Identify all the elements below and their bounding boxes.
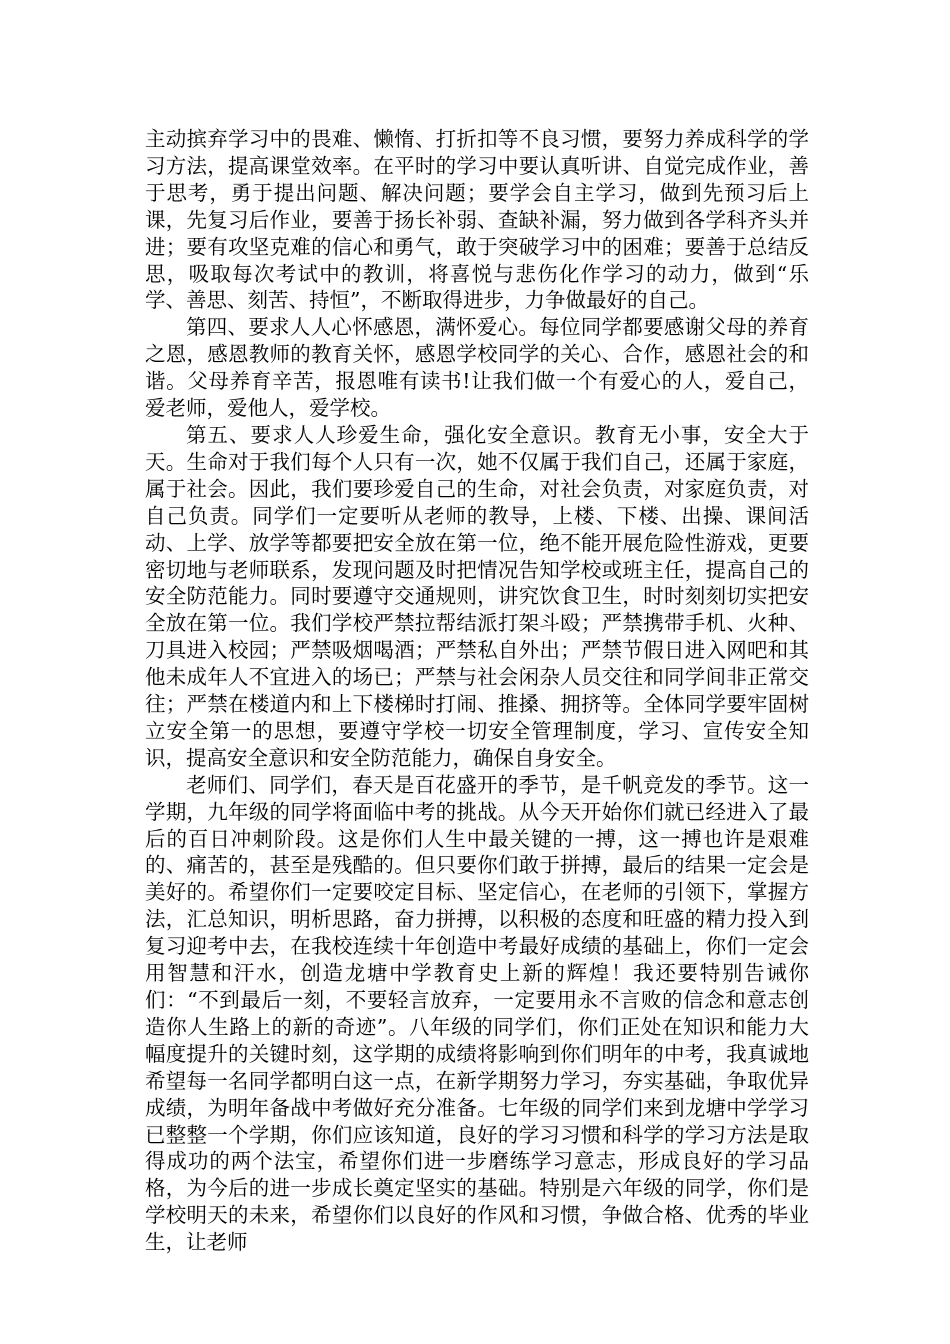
paragraph-continuation: 主动摈弃学习中的畏难、懒惰、打折扣等不良习惯，要努力养成科学的学习方法，提高课堂效率。在平时的学习中要认真听讲、自觉完成作业，善于思考，勇于提出问题、解决问题；要学会自主学习，做到先预习后上课，先复习后作业，要善于扬长补弱、查缺补漏，努力做到各学科齐头并进；要有攻坚克难的信心和勇气，敢于突破学习中的困难；要善于总结反思，吸取每次考试中的教训，将喜悦与悲伤化作学习的动力，做到“乐学、善思、刻苦、持恒”，不断取得进步，力争做最好的自己。 [145, 127, 809, 313]
document-body [145, 126, 809, 1256]
paragraph-gratitude: 第四、要求人人心怀感恩，满怀爱心。每位同学都要感谢父母的养育之恩，感恩教师的教育关怀，感恩学校同学的关心、合作，感恩社会的和谐。父母养育辛苦，报恩唯有读书!让我们做一个有爱心的人，爱自己，爱老师，爱他人，爱学校。 [145, 315, 809, 421]
paragraph-safety: 第五、要求人人珍爱生命，强化安全意识。教育无小事，安全大于天。生命对于我们每个人只有一次，她不仅属于我们自己，还属于家庭，属于社会。因此，我们要珍爱自己的生命，对社会负责，对家庭负责，对自己负责。同学们一定要听从老师的教导，上楼、下楼、出操、课间活动、上学、放学等都要把安全放在第一位，绝不能开展危险性游戏，更要密切地与老师联系，发现问题及时把情况告知学校或班主任，提高自己的安全防范能力。同时要遵守交通规则，讲究饮食卫生，时时刻刻切实把安全放在第一位。我们学校严禁拉帮结派打架斗殴；严禁携带手机、火种、刀具进入校园；严禁吸烟喝酒；严禁私自外出；严禁节假日进入网吧和其他未成年人不宜进入的场已；严禁与社会闲杂人员交往和同学间非正常交往；严禁在楼道内和上下楼梯时打闹、推搡、拥挤等。全体同学要牢固树立安全第一的思想，要遵守学校一切安全管理制度，学习、宣传安全知识，提高安全意识和安全防范能力，确保自身安全。 [145, 422, 809, 770]
paragraph-spring-address: 老师们、同学们，春天是百花盛开的季节，是千帆竞发的季节。这一学期，九年级的同学将面临中考的挑战。从今天开始你们就已经进入了最后的百日冲刺阶段。这是你们人生中最关键的一搏，这一搏也许是艰难的、痛苦的，甚至是残酷的。但只要你们敢于拼搏，最后的结果一定会是美好的。希望你们一定要咬定目标、坚定信心，在老师的引领下，掌握方法，汇总知识，明析思路，奋力拼搏，以积极的态度和旺盛的精力投入到复习迎考中去，在我校连续十年创造中考最好成绩的基础上，你们一定会用智慧和汗水，创造龙塘中学教育史上新的辉煌！我还要特别告诫你们：“不到最后一刻，不要轻言放弃，一定要用永不言败的信念和意志创造你人生路上的新的奇迹”。八年级的同学们，你们正处在知识和能力大幅度提升的关键时刻，这学期的成绩将影响到你们明年的中考，我真诚地希望每一名同学都明白这一点，在新学期努力学习，夯实基础，争取优异成绩，为明年备战中考做好充分准备。七年级的同学们来到龙塘中学学习已整整一个学期，你们应该知道，良好的学习习惯和科学的学习方法是取得成功的两个法宝，希望你们进一步磨练学习意志，形成良好的学习品格，为今后的进一步成长奠定坚实的基础。特别是六年级的同学，你们是学校明天的未来，希望你们以良好的作风和习惯，争做合格、优秀的毕业生，让老师 [145, 772, 809, 1255]
